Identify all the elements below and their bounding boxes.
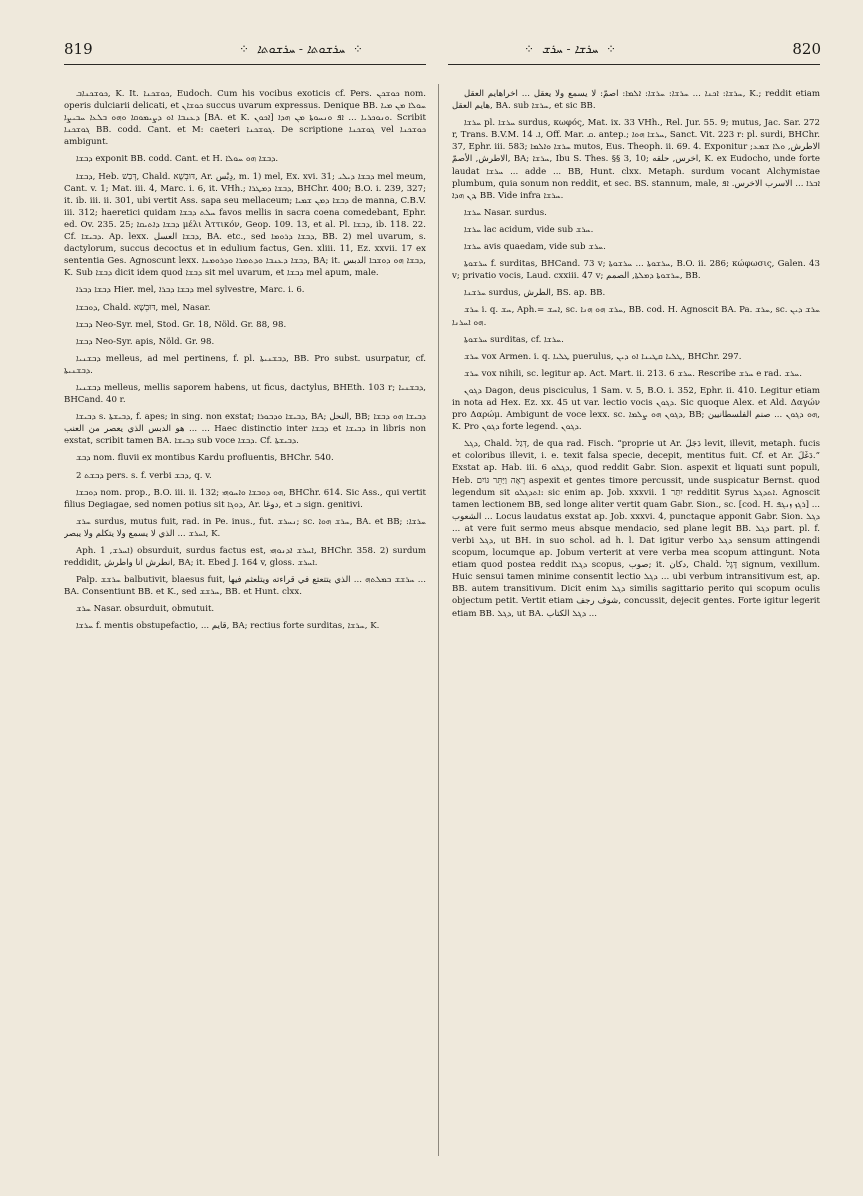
dictionary-entry: ܚܪܫܢܐ surdus, الطرش, BS. ap. BB. xyxy=(464,288,606,299)
dictionary-entry: ܕܘܒܫܐ, Chald. דּוּבְשָׁא, mel, Nasar. xyxy=(76,302,211,313)
dictionary-entry: ܚܪܫܐ Nasar. surdus. xyxy=(464,207,547,218)
left-running-title xyxy=(235,42,367,57)
left-running-title-text: ܚܪܫܘܬܐ - ܚܪܫܘܬܐ xyxy=(256,42,345,56)
right-running-title-text: ܚܪܫܐ - ܚܪܫ xyxy=(541,42,599,56)
dictionary-entry: ܕܒܫܐ ܕܒܪܐ Hier. mel, ܕܒܫܐ ܕܒܪܐ mel sylvestre, Marc. i. 6. xyxy=(76,285,305,296)
right-running-title xyxy=(520,42,620,57)
dictionary-entry: ܚܪܫ i. q. ܚܫ, Aph.= ܐܚܫ, sc. ܚܪܫ ܗܘ ܗܢܐ, BB. cod. H. Agnoscit BA. Pa. ܚܪܫ, sc. ܚܪܫ ܕܝܢ ܗܘ ܐܚܪܢܐ. xyxy=(452,305,820,328)
ornament-icon: ⁘ xyxy=(352,42,363,56)
dictionary-entry: ܕܒܫܐ Neo-Syr. apis, Nöld. Gr. 98. xyxy=(76,336,215,347)
dictionary-entry: ܚܪܫܐ: ܐܟܢܐ ... ܚܪܫܐ: ܚܪܫܐ: ܐܠܡܐ: اصمّ: لا يسمع ولا يعقل ... اخراهايم العقل, K.; reddit etiam هايم العقل, BA. sub ܚܪܫܐ, et sic BB. xyxy=(452,89,820,112)
dictionary-entry: ܟܘܫܟܢܐܒ, K. It. ܟܘܫܟܢܐ, Eudoch. Cum his vocibus exoticis cf. Pers. ܟܘܫܟܢ nom. operis dulciarii delicati, et ܟܘܫܐܢ succus uvarum expressus. Denique BB. ܚܘܠܐ ܡܢ ܡܝܐ ܕܥܢܒܐ ܐܘ ܕܨܝܡܘܩܐ ܘܗܘ ܒܠܥܐ ܚܒܝܨܐ [BA. et K. ܐܟܘܢ] ܘܢܘܟܪܝܐ ... ܐܦ ܘܢܚܘܬܐ ܡܢ ܗܕܐ. Scribit ܓܘܫܟܢܐ BB. codd. Cant. et M: caeteri ܓܘܫܟܢܐ. De scriptione ܓܘܫܟܢܐ vel ܟܘܫܟܢܐ ambigunt. xyxy=(64,89,426,148)
left-column xyxy=(64,88,426,1156)
left-page-number: 819 xyxy=(64,40,93,58)
dictionary-entry: ܕܒܫܐ, Heb. דְּבַשׁ, Chald. דּוּבְשָׁא, Ar. دِبْس, m. 1) mel, Ex. xvi. 31; ܕܒܫܐ ܕܝܠܝ mel meum, Cant. v. 1; Mat. iii. 4, Marc. i. 6, it. VHh.; ܕܒܫܐ ܕܡܛܪܐ, BHChr. 400; B.O. i. 239, 327; it. ib. iii. ii. 301, ubi vertit Ass. sapa seu mellaceum; ܕܒܫܐ ܕܡܢ ܫܡܝܐ de manna, C.B.V. iii. 312; haeretici quidam ܚܠܬ ܕܒܫܐ favos mellis in sacra coena comedebant, Ephr. ed. Ov. 235. 25; ܕܒܫܐ ܕܐܬܝܩܐ μέλι Ἀττικόν, Geop. 109. 13, et al. Pl. ܕܒܫܐ, ib. 118. 22. Cf. ܕܒܝܫܐ. Ap. lexx. ܕܒܫܐ العسل, BA. etc., sed ܕܒܫܐ ܕܪܘܡܐ, BB. 2) mel uvarum, s. dactylorum, succus decoctus et in edulium factus, Gen. xliii. 11, Ez. xxvii. 17 ex sententia Ges. Agnoscunt lexx. ܕܒܫܐ ܕܥܢܒܐ ܘܕܬܡܪܐ ܘܕܪܘܡܢܐ, BA; it. ܕܒܫܐ ܗܘ ܕܘܫܒܐ الدبس, K. Sub ܕܒܫܐ dicit idem quod ܕܒܫܐ sit mel uvarum, et ܕܒܫܐ mel apum, male. xyxy=(64,171,426,279)
right-column xyxy=(452,88,820,1156)
dictionary-entry: ܚܪܫ Nasar. obsurduit, obmutuit. xyxy=(76,604,215,615)
column-divider xyxy=(438,84,439,1156)
dictionary-entry: ܚܪܫܘܬܐ surditas, cf. ܚܪܫܐ. xyxy=(464,334,564,345)
right-page-number: 820 xyxy=(792,40,821,58)
ornament-icon: ⁘ xyxy=(524,42,535,56)
dictionary-entry: ܕܓܘܢ Dagon, deus pisciculus, 1 Sam. v. 5, B.O. i. 352, Ephr. ii. 410. Legitur etiam in nota ad Hex. Ez. xx. 45 ut var. lectio vocis ܕܓܘܢ. Sic quoque Alex. et Ald. Δαγών pro Δαρώμ. Ambigunt de voce lexx. sc. ܕܓܘܢ ܗܘ ܨܠܡܐ, BB; ܗܘ ܕܓܘܢ ... صنم الفلسطانيين, K. Pro ܕܓܘܢ forte legend. ܕܓܘܢ. xyxy=(452,385,820,433)
dictionary-entry: ܕܒܫܢܝܐ melleus, ad mel pertinens, f. pl. ܕܒܫܢܝܬܐ, BB. Pro subst. usurpatur, cf. ܕܒܫܢܝܬܐ. xyxy=(64,353,426,376)
dictionary-entry: ܚܪܫܐ avis quaedam, vide sub ܚܪܫ. xyxy=(464,242,606,253)
dictionary-entry: ܕܘܒܫܐ nom. prop., B.O. iii. ii. 132; ܗܘ ܕܘܒܫܐ ܘܐܚܘܗܝ, BHChr. 614. Sic Ass., qui vertit filius Degiagae, sed nomen potius sit ܕܘܓܐ, Ar. ﺩﻭﻏﺎ, et ܒ sign. genitivi. xyxy=(64,487,426,510)
dictionary-entry: ܚܪܫ vox nihili, sc. legitur ap. Act. Mart. ii. 213. 6 ܚܪܫ. Rescribe ܚܪܫ e rad. ܚܪܫ. xyxy=(464,368,802,379)
dictionary-entry: ܕܒܫܢܝܐ melleus, mellis saporem habens, ut ficus, dactylus, BHEth. 103 r; ܕܒܫܢܝܐ, BHCand. 40 r. xyxy=(64,382,426,406)
dictionary-entry: ܕܒܝܫܐ s. ܕܒܝܫܬܐ, f. apes; in sing. non exstat; ܕܒܝܫܐ ܘܕܒܘܪܐ, BA; النحل, BB; ܕܒܝܫܐ ܗܘ ܕܒܫܐ ... هو الدبس الذي يعصر من العنب ... Haec distinctio inter ܕܒܫܐ et ܕܒܝܫܐ in libris non exstat, scribit tamen BA. ܕܒܝܫܐ sub voce ܕܒܫܐ. Cf. ܕܒܝܫܬܐ. xyxy=(64,412,426,447)
ornament-icon: ⁘ xyxy=(606,42,617,56)
header-rule-right xyxy=(448,64,820,65)
dictionary-entry: Aph. ܐܚܪܫ, 1) obsurduit, surdus factus est, ܐܚܪܫ ܐܕܢܘܗܝ, BHChr. 358. 2) surdum reddidit, انطرش انا واطرش, BA; it. Ebed J. 164 v, gloss. ܐܚܪܫ. xyxy=(64,546,426,569)
dictionary-entry: ܚܪܫܐ pl. ܚܪܫܐ surdus, κωφός, Mat. ix. 33 VHh., Rel. Jur. 55. 9; mutus, Jac. Sar. 272 r, Trans. B.V.M. ܐ. 14, Off. Mar. ܩ. antep.; ܚܪܫܐ ܗܘܐ, Sanct. Vit. 223 r: pl. surdi, BHChr. 37, Ephr. iii. 583; ܚܪܫܐ ܘܐܠܡܐ mutos, Eus. Theoph. ii. 69. 4. Exponitur الاطرش, ܘܠܐ ܫܡܥ; الاطرش, الأصمّ, BA; ܚܪܫܐ, Ibu S. Thes. §§ 3, 10; اخرس, حلقه, K. ex Eudocho, unde forte laudat ܚܪܫܐ ... adde ... BB, Hunt. clxx. Metaph. surdum vocant Alchymistae plumbum, quia sonum non reddit, et sec. BS. stannum, male, ܐܒܪܐ ... الاسرب الاخرس. ܐܦ ܕܢ ܗܕܐ, BB. Vide infra ܚܪܫܐ. xyxy=(452,118,820,201)
dictionary-entry: ܚܪܫܐ lac acidum, vide sub ܚܪܫ. xyxy=(464,224,594,235)
dictionary-entry: ܕܒܫܐ Neo-Syr. mel, Stod. Gr. 18, Nöld. Gr. 88, 98. xyxy=(76,319,287,330)
dictionary-entry: ܕܒܫܐ exponit BB. codd. Cant. et H. ܕܒܫܐ ܗܘ ܚܘܠܐ. xyxy=(76,154,279,165)
dictionary-entry: ܕܒܫܬ 2 pers. s. f. verbi ܕܒܫ, q. v. xyxy=(76,470,212,481)
dictionary-entry: ܚܪܫ surdus, mutus fuit, rad. in Pe. inus., fut. ܢܚܪܫ; sc. ܚܪܫ ܗܘܐ, BA. et BB; ܚܪܫܐ: ܐܚܪܫ ... الذي لا يسمع ولا يتكلم ولا يبصر, K. xyxy=(64,516,426,539)
dictionary-entry: ܕܓܠ, Chald. דְּגַל, de qua rad. Fisch. “proprie ut Ar. دَجَلَ levit, illevit, metaph. fucis et coloribus illevit, i. e. texit falsa specie, decepit, mentitus fuit. Cf. et Ar. دَغَلَ.” Exstat ap. Hab. iii. 6 ܕܓܠܘ, quod reddit Gabr. Sion. aspexit et liquati sunt populi, Heb. רָאָה וַיַּתֵּר גּוֹיִם aspexit et gentes timore percussit, unde suspicatur Bernst. quod legendum sit ܐܬܕܓܠܘ: sic enim ap. Job. xxxvii. 1 יִתַּר redditit Syrus ܐܬܕܓܠ. Agnoscit tamen lectionem BB, sed longe aliter vertit quam Gabr. Sion., sc. [cod. H. ܪܓܙ ܙܢܓܦ] ... الشعوب ... Locus laudatus exstat ap. Job. xxxvi. 4, punctaque apponit Gabr. Sion. ܕܓܠ ... at vere fuit sermo meus absque mendacio, sed plane legit BB. ܕܓܠ part. pl. f. verbi ܕܓܠ, ut BH. in suo schol. ad h. l. Dat igitur verbo ܕܓܠ sensum attingendi scopum, locumque ap. Jobum verterit at vere verba mea scopum attingunt. Nota etiam quod postea reddit ܕܓܠܐ scopus, صوب; it. دكان, Chald. דֶּגֶל signum, vexillum. Huic sensui tamen minime consentit lectio ܕܓܠ ... ubi verbum intransitivum est, ap. BB. autem transitivum. Dicit enim ܕܓܠ similis sagittario perito qui scopum oculis objectum petit. Vertit etiam شوف رجف, concussit, dejecit gentes. Forte igitur legerit etiam BB. ܕܓܠ, ut BA. ܕܓܠ الكتاب ... xyxy=(452,439,820,619)
header-rule-left xyxy=(64,64,426,65)
ornament-icon: ⁘ xyxy=(239,42,250,56)
dictionary-entry: ܚܪܫ vox Armen. i. q. ܛܠܝܐ puerulus, ܛܠܝܐ ܩܛܝܢܐ ܐܘ ܕܝܢ, BHChr. 297. xyxy=(464,351,742,362)
dictionary-entry: ܚܪܫܘܬܐ f. surditas, BHCand. 73 v; ܚܪܫܘܬܐ ... ܚܪܫܘܬܐ, B.O. ii. 286; κώφωσις, Galen. 43 v; privatio vocis, Laud. cxxiii. 47 v; ܚܪܫܘܬܐ ܕܡܠܬܐ, الصمم, BB. xyxy=(452,259,820,282)
dictionary-entry: ܚܪܫܐ f. mentis obstupefactio, ... قايم, BA; rectius forte surditas, ܚܪܫܐ, K. xyxy=(76,621,380,632)
dictionary-entry: ܕܒܫ nom. fluvii ex montibus Kardu profluentis, BHChr. 540. xyxy=(76,453,334,464)
dictionary-entry: Palp. ܚܪܫܫ balbutivit, blaesus fuit, ܚܪܫܫ ܒܡܠܬܗ ... الذي يتتعتع في قراءته ويتلعثم فيها ... BA. Consentiunt BB. et K., sed ܚܪܫܫ, BB. et Hunt. clxx. xyxy=(64,575,426,598)
